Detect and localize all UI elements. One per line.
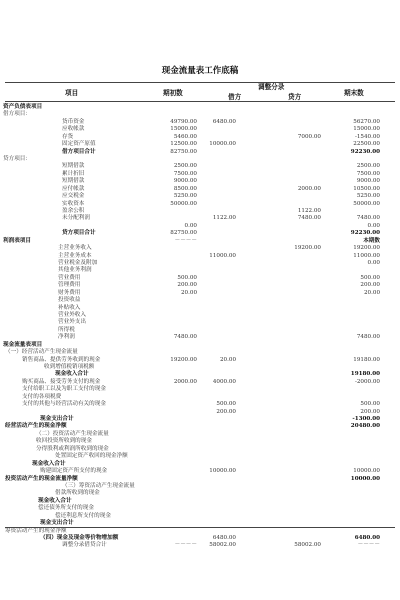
row-label: 主营业务收入	[58, 245, 92, 252]
closing-cell: 0.00	[367, 260, 380, 267]
row-label: 主营业务成本	[58, 252, 92, 259]
header-opening: 期初数	[163, 89, 183, 97]
row-label: 未分配利润	[62, 215, 90, 222]
closing-cell: －－－－	[357, 542, 380, 549]
row-label: 现金流量表项目	[3, 341, 43, 348]
closing-cell: -2000.00	[354, 378, 380, 385]
opening-cell: 5250.00	[173, 193, 197, 200]
row-label: 收回投资所收到的现金	[36, 438, 92, 445]
row-label: 偿还利息所支付的现金	[55, 512, 111, 519]
debit-cell: 6480.00	[212, 534, 236, 541]
credit-cell: 7480.00	[297, 215, 321, 222]
closing-cell: 6480.00	[354, 534, 380, 541]
page-title: 现金流量表工作底稿	[161, 66, 239, 76]
opening-cell: 2500.00	[173, 163, 197, 170]
row-label: 货币资金	[62, 118, 85, 125]
opening-cell: －－－－	[174, 542, 197, 549]
debit-cell: 6480.00	[212, 118, 236, 125]
header-bottom-line	[5, 101, 395, 102]
closing-cell: -1300.00	[352, 416, 380, 423]
debit-cell: 1122.00	[212, 215, 236, 222]
opening-cell: 5460.00	[173, 133, 197, 140]
row-label: 借方项目合计	[62, 148, 96, 155]
closing-cell: 2500.00	[356, 163, 380, 170]
row-label: 经营活动产生的现金净额	[5, 423, 67, 430]
opening-cell: －－－－	[174, 237, 197, 244]
closing-cell: 20.00	[363, 289, 380, 296]
closing-cell: 0.00	[367, 222, 380, 229]
row-label: 购买商品、接受劳务支付的现金	[22, 378, 101, 385]
debit-cell: 500.00	[216, 401, 236, 408]
row-label: 实收资本	[62, 200, 85, 207]
row-label: 资产负债表项目	[3, 104, 43, 110]
row-label: 其他业务利润	[58, 267, 92, 274]
row-label: 销售商品、提供劳务收到的现金	[22, 356, 101, 363]
debit-cell: 20.00	[219, 356, 236, 363]
row-label: 支付的各项税费	[22, 393, 62, 400]
row-label: 现金支出合计	[40, 520, 74, 527]
row-label: 贷方项目：	[3, 156, 31, 162]
row-label: 现金收入合计	[38, 497, 72, 504]
opening-cell: 15000.00	[170, 126, 197, 133]
closing-cell: 200.00	[360, 408, 380, 415]
credit-cell: 1122.00	[297, 208, 321, 215]
row-label: 存货	[62, 133, 74, 140]
closing-cell: 200.00	[360, 282, 380, 289]
closing-cell: 20480.00	[350, 423, 380, 430]
opening-cell: 200.00	[177, 282, 197, 289]
closing-cell: 7480.00	[356, 334, 380, 341]
row-label: 所得税	[58, 326, 75, 333]
closing-cell: 19200.00	[353, 245, 380, 252]
row-label: 处置固定资产收回的现金净额	[55, 453, 128, 460]
credit-cell: 7000.00	[297, 133, 321, 140]
row-label: 短期借款	[62, 163, 85, 170]
row-label: 偿还债务所支付的现金	[38, 505, 94, 512]
row-label: 盈余公积	[62, 208, 85, 215]
row-label: 分得股利或利润所收到的现金	[36, 445, 109, 452]
closing-cell: 7480.00	[356, 215, 380, 222]
row-label: 投资活动产生的现金流量净额	[5, 475, 78, 482]
row-label: 应交税金	[62, 193, 85, 200]
row-label: 投资收益	[58, 297, 81, 304]
closing-cell: 50000.00	[353, 200, 380, 207]
opening-cell: 7500.00	[173, 170, 197, 177]
closing-cell: 92230.00	[350, 230, 380, 237]
row-label: 现金收入合计	[55, 371, 89, 378]
closing-cell: 500.00	[360, 274, 380, 281]
row-label: 应收帐款	[62, 126, 85, 133]
closing-cell: 9000.00	[356, 178, 380, 185]
closing-cell: 56270.00	[353, 118, 380, 125]
closing-cell: -1540.00	[354, 133, 380, 140]
opening-cell: 50000.00	[170, 200, 197, 207]
row-label: 借款所收到的现金	[55, 490, 100, 497]
opening-cell: 9000.00	[173, 178, 197, 185]
header-debit: 借方	[228, 93, 242, 101]
debit-cell: 11000.00	[209, 252, 236, 259]
row-label: 贷方项目合计	[62, 230, 96, 237]
row-label: 购建固定资产所支付的现金	[40, 468, 108, 475]
row-label: （一）经营活动产生现金流量	[5, 349, 78, 356]
closing-cell: 500.00	[360, 401, 380, 408]
closing-cell: 22500.00	[353, 141, 380, 148]
credit-cell: 58002.00	[294, 542, 321, 549]
opening-cell: 8500.00	[173, 185, 197, 192]
row-label: 支付的其他与经营活动有关的现金	[22, 401, 106, 408]
header-adjustment: 调整分录	[258, 83, 285, 91]
row-label: 短期借款	[62, 178, 85, 185]
opening-cell: 49790.00	[170, 118, 197, 125]
opening-cell: 82750.00	[170, 148, 197, 155]
row-label: 净利润	[58, 334, 75, 341]
row-label: 累计折旧	[62, 170, 85, 177]
row-label: （三）筹资活动产生现金流量	[62, 482, 135, 489]
row-label: 调整分录借贷合计	[62, 542, 107, 549]
closing-cell: 本期数	[363, 237, 380, 244]
row-label: 现金支出合计	[40, 416, 74, 423]
row-label: 营业税金及附加	[58, 260, 98, 267]
row-label: （二）投资活动产生现金流量	[36, 430, 109, 437]
footer-line	[5, 527, 395, 528]
closing-cell: 10500.00	[353, 185, 380, 192]
opening-cell: 7480.00	[173, 334, 197, 341]
row-label: 应付帐款	[62, 185, 85, 192]
row-label: 借方项目：	[3, 111, 31, 118]
row-label: 固定资产原值	[62, 141, 96, 148]
header-item: 项目	[65, 89, 79, 97]
opening-cell: 82750.00	[170, 230, 197, 237]
row-label: 营业费用	[58, 274, 81, 281]
row-label: 营业外收入	[58, 312, 86, 319]
debit-cell: 10000.00	[209, 141, 236, 148]
row-label: 管理费用	[58, 282, 81, 289]
opening-cell: 12500.00	[170, 141, 197, 148]
credit-cell: 19200.00	[294, 245, 321, 252]
debit-cell: 4000.00	[212, 378, 236, 385]
closing-cell: 11000.00	[353, 252, 380, 259]
debit-cell: 200.00	[216, 408, 236, 415]
opening-cell: 20.00	[180, 289, 197, 296]
closing-cell: 92230.00	[350, 148, 380, 155]
closing-cell: 10000.00	[353, 468, 380, 475]
closing-cell: 10000.00	[350, 475, 380, 482]
debit-cell: 10000.00	[209, 468, 236, 475]
row-label: 补贴收入	[58, 304, 81, 311]
header-credit: 贷方	[288, 93, 302, 101]
closing-cell: 5250.00	[356, 193, 380, 200]
closing-cell: 19180.00	[350, 371, 380, 378]
opening-cell: 0.00	[184, 222, 197, 229]
closing-cell: 7500.00	[356, 170, 380, 177]
header-top-line	[5, 82, 395, 83]
opening-cell: 2000.00	[173, 378, 197, 385]
closing-cell: 19180.00	[353, 356, 380, 363]
row-label: 支付给职工以及为职工支付的现金	[22, 386, 106, 393]
credit-cell: 2000.00	[297, 185, 321, 192]
row-label: 收到增值税销项税额	[44, 364, 95, 371]
row-label: 现金收入合计	[32, 460, 66, 467]
row-label: 利润表项目	[3, 237, 31, 244]
row-label: 营业外支出	[58, 319, 86, 326]
closing-cell: 15000.00	[353, 126, 380, 133]
row-label: （四）现金及现金等价物增加额	[40, 534, 119, 541]
header-closing: 期末数	[344, 89, 364, 97]
opening-cell: 19200.00	[170, 356, 197, 363]
row-label: 筹资活动产生的现金净额	[5, 527, 67, 534]
opening-cell: 500.00	[177, 274, 197, 281]
row-label: 财务费用	[58, 289, 81, 296]
debit-cell: 58002.00	[209, 542, 236, 549]
